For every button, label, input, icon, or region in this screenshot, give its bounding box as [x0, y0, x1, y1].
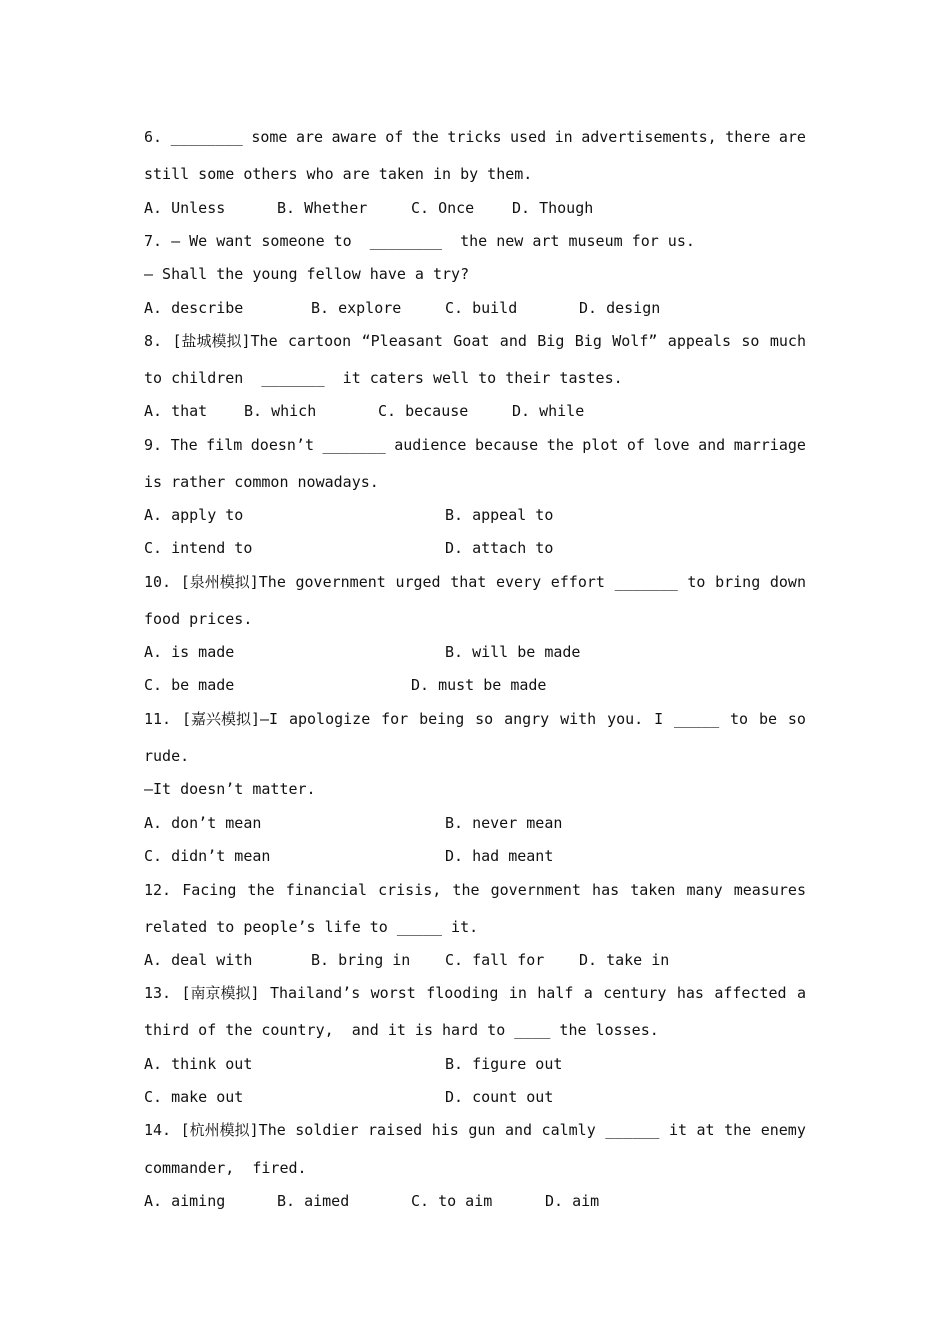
stem-word: has — [592, 881, 620, 899]
stem-word: some — [251, 128, 288, 146]
stem-word: being — [419, 710, 465, 728]
stem-word: used — [510, 128, 547, 146]
option-a[interactable]: A. deal with — [144, 951, 253, 969]
stem-word: his — [431, 1121, 459, 1139]
stem-word: in — [554, 128, 573, 146]
question-number: 9. — [144, 436, 163, 454]
stem-word: enemy — [760, 1121, 806, 1139]
stem-word: so — [741, 332, 760, 350]
stem-word: doesn’t — [250, 436, 314, 454]
stem-word: [嘉兴模拟]—I — [181, 710, 279, 728]
stem-word: because — [474, 436, 539, 454]
stem-word: are — [778, 128, 806, 146]
option-d[interactable]: D. attach to — [445, 539, 554, 557]
stem-word: many — [686, 881, 723, 899]
question-stem-continuation: rude. — [144, 747, 190, 765]
stem-word: and — [499, 332, 527, 350]
option-b[interactable]: B. will be made — [445, 643, 581, 661]
stem-word: “Pleasant — [361, 332, 443, 350]
option-c[interactable]: C. build — [445, 299, 518, 317]
option-b[interactable]: B. never mean — [445, 814, 563, 832]
stem-word: aware — [331, 128, 377, 146]
option-a[interactable]: A. describe — [144, 299, 244, 317]
stem-word: government — [490, 881, 581, 899]
question-stem-line — [144, 879, 806, 901]
stem-word: financial — [285, 881, 367, 899]
stem-word: it — [668, 1121, 688, 1139]
stem-word: appeals — [667, 332, 732, 350]
option-c[interactable]: C. make out — [144, 1088, 244, 1106]
stem-word: crisis, — [378, 881, 442, 899]
stem-word: I — [654, 710, 664, 728]
option-b[interactable]: B. bring in — [311, 951, 411, 969]
stem-word: are — [295, 128, 324, 146]
stem-word: Goat — [453, 332, 490, 350]
stem-word: [南京模拟] — [181, 984, 260, 1002]
stem-word: the — [411, 128, 439, 146]
option-d[interactable]: D. must be made — [411, 676, 547, 694]
stem-word: much — [769, 332, 806, 350]
stem-word: [泉州模拟]The — [180, 573, 286, 591]
option-d[interactable]: D. take in — [579, 951, 670, 969]
option-a[interactable]: A. apply to — [144, 506, 244, 524]
option-c[interactable]: C. didn’t mean — [144, 847, 271, 865]
stem-word: cartoon — [288, 332, 352, 350]
option-c[interactable]: C. Once — [411, 199, 475, 217]
question-number: 13. — [144, 984, 172, 1002]
option-d[interactable]: D. Though — [512, 199, 594, 217]
option-d[interactable]: D. count out — [445, 1088, 554, 1106]
stem-word: soldier — [295, 1121, 359, 1139]
stem-word: film — [206, 436, 243, 454]
stem-word: every — [495, 573, 542, 591]
option-a[interactable]: A. that — [144, 402, 208, 420]
question-stem-reply: —It doesn’t matter. — [144, 780, 316, 798]
stem-word: Thailand’s — [269, 984, 361, 1002]
question-number: 11. — [144, 710, 172, 728]
option-a[interactable]: A. don’t mean — [144, 814, 262, 832]
stem-word: affected — [714, 984, 787, 1002]
stem-word: to — [730, 710, 749, 728]
question-stem-continuation: related to people’s life to _____ it. — [144, 918, 479, 936]
stem-word: a — [583, 984, 593, 1002]
question-stem-continuation: — Shall the young fellow have a try? — [144, 265, 470, 283]
option-b[interactable]: B. figure out — [445, 1055, 563, 1073]
stem-word: love — [653, 436, 690, 454]
stem-word: plot — [582, 436, 619, 454]
question-stem-line — [144, 434, 806, 456]
option-d[interactable]: D. aim — [545, 1192, 600, 1210]
answer-blank: ______ — [605, 1121, 660, 1139]
question-number: 14. — [144, 1121, 172, 1139]
stem-word: audience — [394, 436, 467, 454]
stem-word: that — [450, 573, 487, 591]
stem-word: Big — [574, 332, 602, 350]
stem-word: apologize — [288, 710, 371, 728]
question-stem-continuation: third of the country, and it is hard to ____ the losses. — [144, 1021, 659, 1039]
stem-word: for — [381, 710, 409, 728]
stem-word: in — [508, 984, 527, 1002]
stem-word: marriage — [733, 436, 806, 454]
stem-word: effort — [550, 573, 605, 591]
question-stem-continuation: is rather common nowadays. — [144, 473, 379, 491]
option-c[interactable]: C. be made — [144, 676, 235, 694]
stem-word: to — [687, 573, 706, 591]
option-b[interactable]: B. explore — [311, 299, 402, 317]
question-number: 12. — [144, 881, 172, 899]
stem-word: taken — [630, 881, 676, 899]
option-c[interactable]: C. intend to — [144, 539, 253, 557]
option-c[interactable]: C. fall for — [445, 951, 545, 969]
question-number: 6. — [144, 128, 163, 146]
stem-word: so — [787, 710, 806, 728]
option-d[interactable]: D. while — [512, 402, 585, 420]
option-b[interactable]: B. which — [244, 402, 317, 420]
stem-word: century — [603, 984, 667, 1002]
answer-blank: _______ — [322, 436, 386, 454]
stem-word: worst — [370, 984, 416, 1002]
question-number: 8. — [144, 332, 163, 350]
stem-word: bring — [715, 573, 761, 591]
stem-word: The — [170, 436, 198, 454]
stem-word: half — [537, 984, 574, 1002]
stem-word: raised — [368, 1121, 423, 1139]
stem-word: at — [696, 1121, 715, 1139]
question-stem-continuation: commander, fired. — [144, 1159, 307, 1177]
question-stem-continuation: still some others who are taken in by them. — [144, 165, 533, 183]
stem-word: and — [698, 436, 726, 454]
stem-word: [杭州模拟]The — [180, 1121, 286, 1139]
question-stem-line — [144, 126, 806, 148]
option-b[interactable]: B. Whether — [277, 199, 368, 217]
stem-word: measures — [733, 881, 806, 899]
question-stem-line — [144, 571, 806, 593]
stem-word: and — [504, 1121, 533, 1139]
question-stem-line — [144, 330, 806, 352]
stem-word: there — [725, 128, 771, 146]
option-b[interactable]: B. appeal to — [445, 506, 554, 524]
question-stem-continuation: food prices. — [144, 610, 253, 628]
option-d[interactable]: D. had meant — [445, 847, 554, 865]
stem-word: angry — [504, 710, 550, 728]
stem-word: you. — [607, 710, 644, 728]
option-a[interactable]: A. think out — [144, 1055, 253, 1073]
stem-word: so — [475, 710, 494, 728]
stem-word: [盐城模拟]The — [172, 332, 278, 350]
stem-word: flooding — [426, 984, 499, 1002]
answer-blank: _______ — [614, 573, 678, 591]
stem-word: the — [452, 881, 480, 899]
stem-word: of — [385, 128, 404, 146]
option-a[interactable]: A. is made — [144, 643, 235, 661]
stem-word: with — [560, 710, 597, 728]
stem-word: of — [626, 436, 645, 454]
option-a[interactable]: A. aiming — [144, 1192, 226, 1210]
option-b[interactable]: B. aimed — [277, 1192, 350, 1210]
stem-word: advertisements, — [581, 128, 717, 146]
stem-word: has — [676, 984, 704, 1002]
option-c[interactable]: C. because — [378, 402, 469, 420]
stem-word: Wolf” — [612, 332, 658, 350]
stem-word: the — [247, 881, 275, 899]
stem-word: gun — [468, 1121, 496, 1139]
stem-word: the — [724, 1121, 752, 1139]
question-stem-line — [144, 1119, 806, 1141]
question-number: 10. — [144, 573, 172, 591]
stem-word: Facing — [182, 881, 237, 899]
stem-word: government — [295, 573, 386, 591]
stem-word: a — [796, 984, 806, 1002]
stem-word: the — [546, 436, 574, 454]
stem-word: be — [758, 710, 778, 728]
option-d[interactable]: D. design — [579, 299, 661, 317]
answer-blank: _____ — [674, 710, 720, 728]
answer-blank: ________ — [170, 128, 243, 146]
question-stem-continuation: to children _______ it caters well to their tastes. — [144, 369, 623, 387]
stem-word: Big — [537, 332, 565, 350]
option-a[interactable]: A. Unless — [144, 199, 226, 217]
stem-word: tricks — [447, 128, 502, 146]
question-stem-line — [144, 708, 806, 730]
option-c[interactable]: C. to aim — [411, 1192, 493, 1210]
stem-word: calmly — [541, 1121, 596, 1139]
question-stem-line — [144, 982, 806, 1004]
stem-word: urged — [395, 573, 441, 591]
stem-word: down — [769, 573, 806, 591]
question-stem-line: 7. — We want someone to ________ the new art museum for us. — [144, 232, 695, 250]
